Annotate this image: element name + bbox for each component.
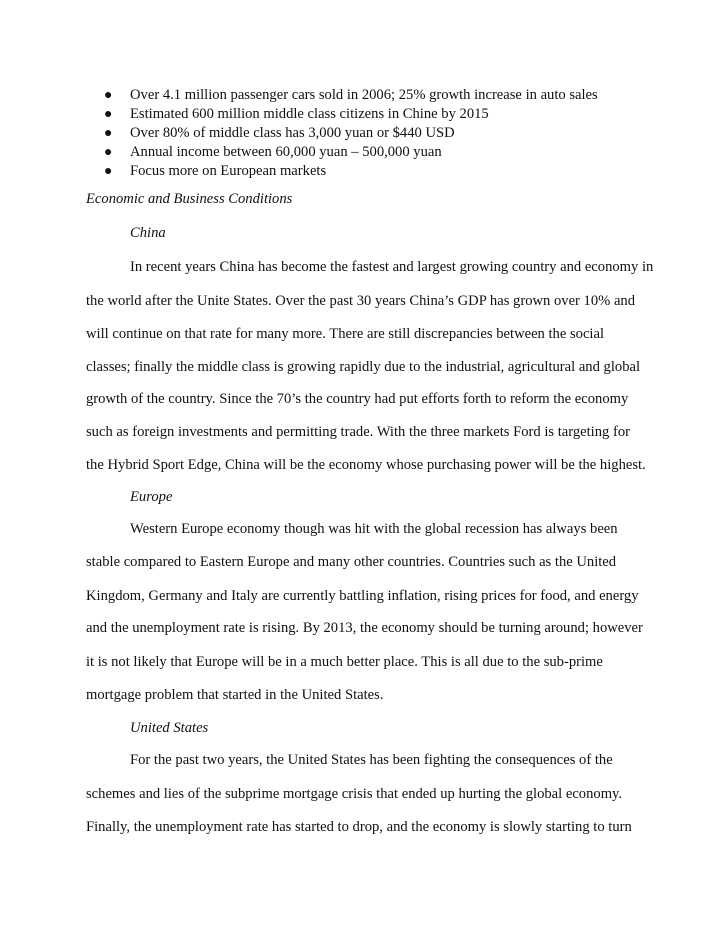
bullet-item bbox=[100, 124, 598, 143]
bullet-item bbox=[100, 162, 598, 181]
europe-paragraph-line: Western Europe economy though was hit with the global recession has always been bbox=[130, 521, 618, 537]
bullet-icon: ● bbox=[104, 126, 113, 141]
bullet-text: Over 4.1 million passenger cars sold in 2006; 25% growth increase in auto sales bbox=[130, 87, 598, 103]
china-heading: China bbox=[130, 225, 166, 241]
europe-paragraph-line: Kingdom, Germany and Italy are currently battling inflation, rising prices for food, and energy bbox=[86, 588, 639, 604]
europe-heading: Europe bbox=[130, 489, 173, 505]
united-states-paragraph-line: Finally, the unemployment rate has started to drop, and the economy is slowly starting to turn bbox=[86, 819, 632, 835]
bullet-icon: ● bbox=[104, 164, 113, 179]
bullet-text: Focus more on European markets bbox=[130, 163, 327, 179]
china-paragraph-line: will continue on that rate for many more. There are still discrepancies between the social bbox=[86, 326, 605, 342]
bullet-icon: ● bbox=[104, 107, 113, 122]
bullet-icon: ● bbox=[104, 145, 113, 160]
china-paragraph-line: In recent years China has become the fastest and largest growing country and economy in bbox=[130, 259, 654, 275]
china-paragraph-line: such as foreign investments and permitting trade. With the three markets Ford is targeting for bbox=[86, 424, 630, 440]
china-paragraph-line: the world after the Unite States. Over the past 30 years China’s GDP has grown over 10% and bbox=[86, 293, 636, 309]
europe-paragraph-line: it is not likely that Europe will be in a much better place. This is all due to the sub-prime bbox=[86, 654, 603, 670]
bullet-item bbox=[100, 143, 598, 162]
united-states-heading: United States bbox=[130, 720, 209, 736]
bullet-item bbox=[100, 86, 598, 105]
bullet-item bbox=[100, 105, 598, 124]
china-paragraph-line: classes; finally the middle class is growing rapidly due to the industrial, agricultural and global bbox=[86, 359, 641, 375]
section-heading: Economic and Business Conditions bbox=[86, 191, 293, 207]
united-states-paragraph-line: For the past two years, the United States has been fighting the consequences of the bbox=[130, 752, 613, 768]
bullet-text: Annual income between 60,000 yuan – 500,000 yuan bbox=[130, 144, 442, 160]
bullet-list bbox=[100, 86, 598, 181]
europe-paragraph-line: and the unemployment rate is rising. By 2013, the economy should be turning around; however bbox=[86, 620, 643, 636]
united-states-paragraph-line: schemes and lies of the subprime mortgage crisis that ended up hurting the global economy. bbox=[86, 786, 623, 802]
bullet-text: Estimated 600 million middle class citizens in Chine by 2015 bbox=[130, 106, 489, 122]
europe-paragraph-line: mortgage problem that started in the United States. bbox=[86, 687, 384, 703]
bullet-icon: ● bbox=[104, 88, 113, 103]
china-paragraph-line: growth of the country. Since the 70’s the country had put efforts forth to reform the economy bbox=[86, 391, 629, 407]
bullet-text: Over 80% of middle class has 3,000 yuan or $440 USD bbox=[130, 125, 455, 141]
china-paragraph-line: the Hybrid Sport Edge, China will be the economy whose purchasing power will be the highest. bbox=[86, 457, 646, 473]
europe-paragraph-line: stable compared to Eastern Europe and many other countries. Countries such as the United bbox=[86, 554, 617, 570]
